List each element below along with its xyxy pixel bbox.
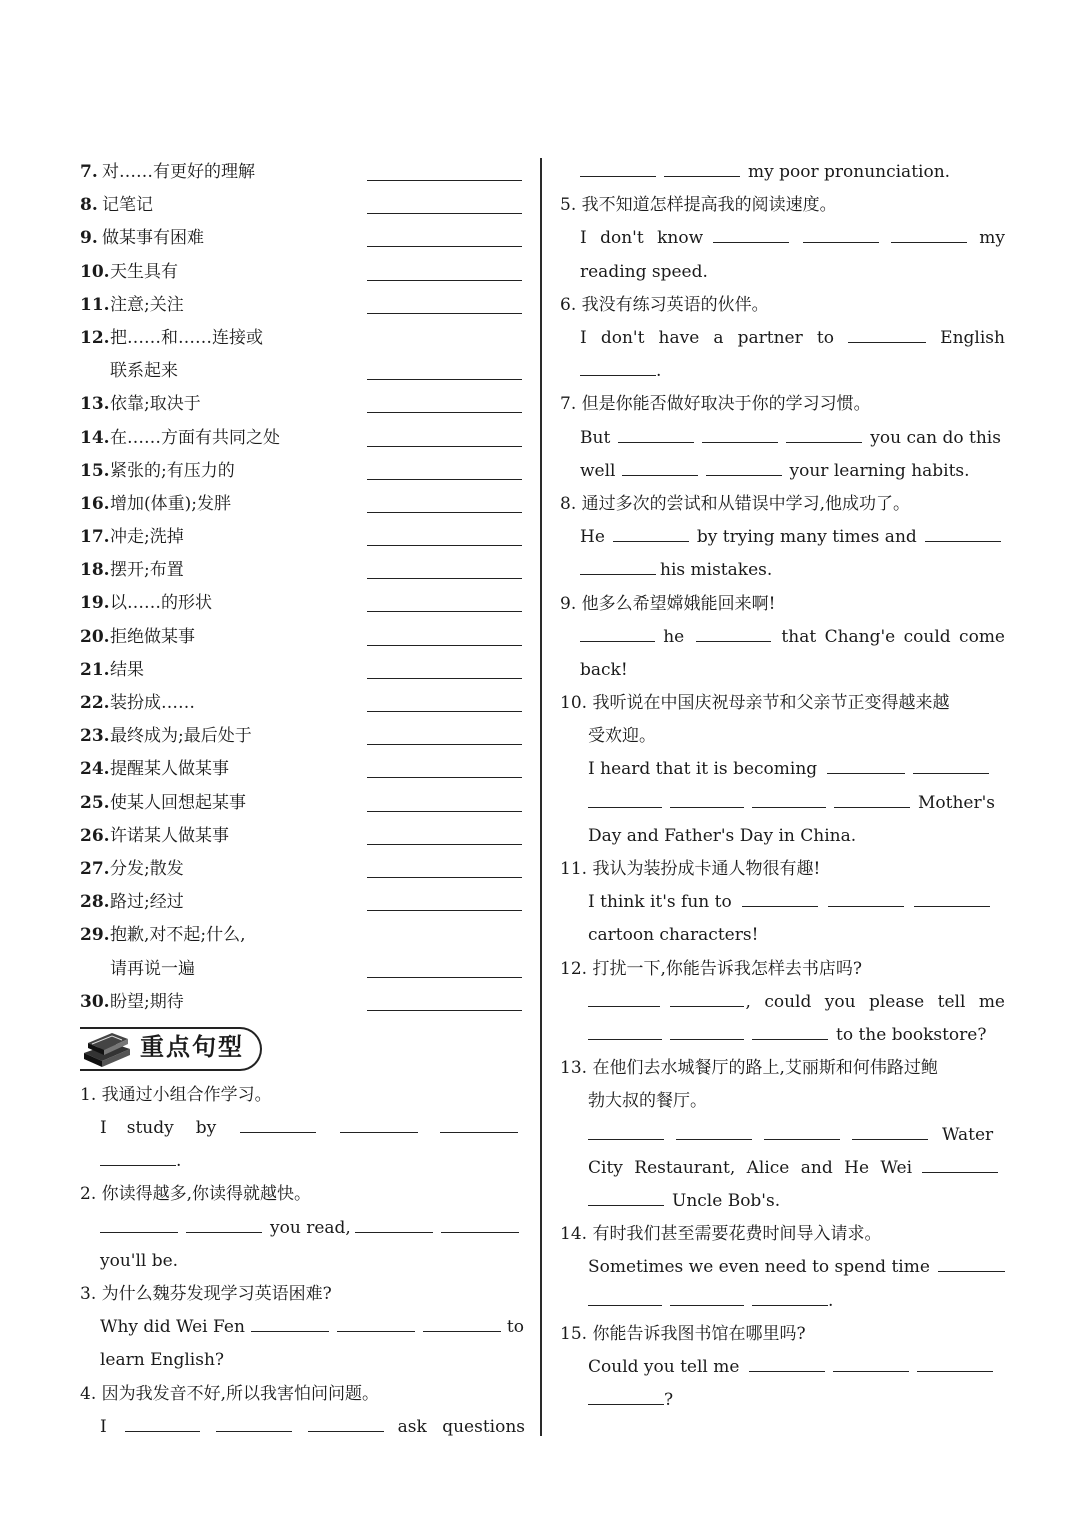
question-text: 11. 我认为装扮成卡通人物很有趣!: [560, 859, 821, 880]
word: partner: [737, 327, 803, 348]
vocab-row: [80, 654, 525, 687]
vocab-row: [80, 687, 525, 720]
answer-blank[interactable]: [588, 1187, 664, 1206]
vocab-row: [80, 455, 525, 488]
text: his mistakes.: [660, 560, 773, 581]
answer-blank[interactable]: [670, 789, 744, 808]
answer-blank[interactable]: [588, 789, 662, 808]
question-text: 4. 因为我发音不好,所以我害怕问问题。: [80, 1383, 380, 1404]
answer-blank[interactable]: [752, 1287, 828, 1306]
vocab-number: 15.: [80, 460, 110, 481]
answer-blank[interactable]: [441, 1214, 519, 1233]
text: , could you please tell me: [745, 991, 1005, 1012]
right-column: [560, 156, 1005, 1417]
text: my poor pronunciation.: [748, 162, 951, 182]
vocab-row: [80, 156, 525, 189]
answer-blank[interactable]: [100, 1147, 176, 1166]
answer-blank[interactable]: [938, 1253, 1005, 1272]
vocab-number: 23.: [80, 726, 110, 747]
answer-blank[interactable]: [622, 457, 698, 476]
text: to the bookstore?: [836, 1025, 987, 1046]
vocab-chinese: 抱歉,对不起;什么,: [110, 925, 246, 946]
vocab-number: 10.: [80, 261, 110, 282]
vocab-number: 27.: [80, 858, 110, 879]
answer-blank[interactable]: [186, 1214, 262, 1233]
vocab-chinese: 做某事有困难: [102, 228, 204, 249]
text: well: [580, 460, 616, 481]
answer-blank[interactable]: [749, 1353, 825, 1372]
answer-blank[interactable]: [803, 224, 879, 243]
text: Could you tell me: [588, 1356, 740, 1377]
vocab-row: [80, 256, 525, 289]
answer-blank[interactable]: [922, 1154, 998, 1173]
answer-blank[interactable]: [670, 988, 744, 1007]
answer-blank[interactable]: [752, 1021, 828, 1040]
answer-blank[interactable]: [367, 213, 522, 214]
text: I don't know: [580, 228, 704, 249]
answer-blank[interactable]: [828, 888, 904, 907]
text: He: [580, 527, 605, 548]
question-text: 受欢迎。: [588, 726, 656, 747]
answer-blank[interactable]: [308, 1413, 384, 1432]
question-text: 3. 为什么魏芬发现学习英语困难?: [80, 1284, 332, 1305]
left-column: [80, 156, 525, 1444]
answer-blank[interactable]: [367, 711, 522, 712]
answer-blank[interactable]: [367, 744, 522, 745]
text: Why did Wei Fen: [100, 1317, 245, 1338]
sentence-5: [560, 189, 1005, 289]
sentence-14: [560, 1218, 1005, 1318]
vocab-number: 29.: [80, 925, 110, 946]
answer-blank[interactable]: [580, 556, 656, 575]
vocab-chinese: 许诺某人做某事: [110, 825, 229, 846]
vocab-number: 21.: [80, 659, 110, 680]
answer-blank[interactable]: [367, 545, 522, 546]
vocab-chinese: 分发;散发: [110, 858, 184, 879]
vocab-row: [80, 587, 525, 620]
answer-blank[interactable]: [613, 523, 689, 542]
text: you read,: [270, 1217, 351, 1238]
vocab-number: 9.: [80, 228, 98, 249]
vocab-row: [80, 289, 525, 322]
answer-blank[interactable]: [367, 578, 522, 579]
answer-blank[interactable]: [786, 424, 862, 443]
word: to: [816, 327, 834, 348]
answer-blank[interactable]: [742, 888, 818, 907]
vocab-row: [80, 355, 525, 388]
question-text: 2. 你读得越多,你读得就越快。: [80, 1184, 312, 1205]
text: to: [506, 1317, 524, 1338]
vocab-number: 28.: [80, 892, 110, 913]
answer-blank[interactable]: [827, 755, 905, 774]
vocab-chinese: 天生具有: [110, 261, 178, 282]
vocab-chinese: 记笔记: [102, 195, 153, 216]
vocab-number: 14.: [80, 427, 110, 448]
books-icon: [82, 1029, 132, 1067]
section-header: [80, 1021, 525, 1079]
vocab-number: 22.: [80, 693, 110, 713]
vocab-row: [80, 422, 525, 455]
text: Uncle Bob's.: [672, 1190, 781, 1211]
answer-blank[interactable]: [367, 811, 522, 812]
answer-blank[interactable]: [367, 910, 522, 911]
answer-blank[interactable]: [580, 357, 656, 376]
vocab-chinese: 路过;经过: [110, 892, 184, 913]
question-text: 13. 在他们去水城餐厅的路上,艾丽斯和何伟路过鲍: [560, 1058, 938, 1079]
vocab-row: [80, 886, 525, 919]
answer-blank[interactable]: [367, 313, 522, 314]
answer-blank[interactable]: [125, 1413, 201, 1432]
text: my: [979, 228, 1006, 249]
answer-blank[interactable]: [440, 1114, 518, 1133]
answer-blank[interactable]: [914, 888, 990, 907]
answer-blank[interactable]: [618, 424, 694, 443]
vocab-chinese: 结果: [110, 659, 144, 680]
sentence-1: [80, 1079, 525, 1179]
answer-blank[interactable]: [913, 755, 989, 774]
text: by trying many times and: [696, 527, 917, 548]
vocab-row: [80, 986, 525, 1019]
answer-blank[interactable]: [580, 158, 656, 177]
question-text: 5. 我不知道怎样提高我的阅读速度。: [560, 195, 837, 216]
vocab-row: [80, 787, 525, 820]
answer-blank[interactable]: [423, 1313, 501, 1332]
question-text: 7. 但是你能否做好取决于你的学习习惯。: [560, 394, 871, 415]
text: ask questions: [397, 1416, 525, 1437]
answer-blank[interactable]: [706, 457, 782, 476]
answer-blank[interactable]: [337, 1313, 415, 1332]
text: I: [100, 1416, 107, 1437]
answer-blank[interactable]: [367, 645, 522, 646]
answer-blank[interactable]: [367, 446, 522, 447]
answer-blank[interactable]: [664, 158, 740, 177]
text: back!: [580, 659, 628, 680]
answer-blank[interactable]: [367, 977, 522, 978]
text: cartoon characters!: [588, 925, 759, 946]
vocab-chinese: 使某人回想起某事: [110, 792, 246, 813]
vocab-chinese: 摆开;布置: [110, 560, 184, 581]
answer-blank[interactable]: [764, 1121, 840, 1140]
answer-blank[interactable]: [367, 379, 522, 380]
vocab-chinese: 在……方面有共同之处: [110, 427, 280, 448]
answer-blank[interactable]: [696, 623, 771, 642]
sentence-13: [560, 1052, 1005, 1218]
word: study: [126, 1118, 174, 1139]
answer-blank[interactable]: [891, 224, 967, 243]
answer-blank[interactable]: [367, 512, 522, 513]
vocab-chinese: 增加(体重);发胖: [110, 493, 231, 514]
answer-blank[interactable]: [588, 1386, 664, 1405]
answer-blank[interactable]: [713, 224, 789, 243]
vocab-row: [80, 820, 525, 853]
answer-blank[interactable]: [367, 777, 522, 778]
word: I: [100, 1118, 107, 1139]
word: don't: [600, 327, 645, 348]
punct: .: [656, 361, 662, 382]
vocab-chinese: 对……有更好的理解: [102, 162, 255, 182]
answer-blank[interactable]: [367, 180, 522, 181]
vocab-number: 18.: [80, 560, 110, 581]
word: I: [580, 327, 587, 348]
text: Day and Father's Day in China.: [588, 825, 857, 846]
answer-blank[interactable]: [925, 523, 1001, 542]
word: English: [940, 327, 1005, 348]
vocab-row: [80, 488, 525, 521]
sentence-12: [560, 953, 1005, 1053]
answer-blank[interactable]: [752, 789, 826, 808]
text: Water: [942, 1124, 994, 1145]
vocab-chinese: 紧张的;有压力的: [110, 460, 235, 481]
answer-blank[interactable]: [702, 424, 778, 443]
column-divider: [540, 158, 542, 1436]
answer-blank[interactable]: [848, 324, 926, 343]
vocab-number: 16.: [80, 493, 110, 514]
vocab-chinese: 最终成为;最后处于: [110, 726, 252, 747]
answer-blank[interactable]: [100, 1214, 178, 1233]
vocab-number: 7.: [80, 162, 98, 182]
vocab-row: [80, 953, 525, 986]
word: by: [195, 1118, 217, 1139]
answer-blank[interactable]: [367, 280, 522, 281]
vocab-number: 13.: [80, 394, 110, 415]
answer-blank[interactable]: [367, 1010, 522, 1011]
text: But: [580, 427, 611, 448]
answer-blank[interactable]: [834, 789, 910, 808]
text: reading speed.: [580, 261, 708, 282]
sentence-6: [560, 289, 1005, 389]
vocab-row: [80, 621, 525, 654]
vocab-number: 25.: [80, 792, 110, 813]
question-text: 勃大叔的餐厅。: [588, 1091, 707, 1112]
vocab-chinese: 以……的形状: [110, 593, 212, 614]
vocab-row: [80, 919, 525, 952]
question-text: 15. 你能告诉我图书馆在哪里吗?: [560, 1323, 806, 1344]
vocab-row: [80, 388, 525, 421]
text: your learning habits.: [789, 460, 970, 481]
answer-blank[interactable]: [367, 877, 522, 878]
vocab-chinese: 提醒某人做某事: [110, 759, 229, 780]
vocab-chinese: 拒绝做某事: [110, 626, 195, 647]
answer-blank[interactable]: [588, 988, 660, 1007]
answer-blank[interactable]: [367, 246, 522, 247]
vocab-row: [80, 753, 525, 786]
punct: .: [176, 1151, 182, 1172]
vocab-number: 19.: [80, 593, 110, 614]
question-text: 12. 打扰一下,你能告诉我怎样去书店吗?: [560, 958, 862, 979]
vocab-number: 30.: [80, 991, 110, 1012]
vocab-number: 8.: [80, 195, 98, 216]
vocab-chinese: 注意;关注: [110, 294, 184, 315]
answer-blank[interactable]: [240, 1114, 316, 1133]
text: that Chang'e could come: [781, 626, 1005, 647]
sentence-4: [80, 1378, 525, 1444]
answer-blank[interactable]: [340, 1114, 418, 1133]
vocab-chinese: 联系起来: [110, 361, 178, 382]
text: I heard that it is becoming: [588, 759, 818, 780]
vocab-number: 20.: [80, 626, 110, 647]
vocab-chinese: 冲走;洗掉: [110, 527, 184, 548]
text: I think it's fun to: [588, 892, 732, 913]
answer-blank[interactable]: [670, 1021, 744, 1040]
sentence-7: [560, 388, 1005, 488]
answer-blank[interactable]: [355, 1214, 433, 1233]
answer-blank[interactable]: [367, 611, 522, 612]
vocab-row: [80, 189, 525, 222]
answer-blank[interactable]: [367, 844, 522, 845]
text: Sometimes we even need to spend time: [588, 1257, 930, 1278]
sentence-8: [560, 488, 1005, 588]
text: he: [663, 626, 685, 647]
vocab-chinese: 请再说一遍: [110, 958, 195, 979]
vocab-chinese: 依靠;取决于: [110, 394, 201, 415]
vocab-row: [80, 554, 525, 587]
vocab-row: [80, 853, 525, 886]
word: have: [658, 327, 700, 348]
answer-blank[interactable]: [216, 1413, 292, 1432]
answer-blank[interactable]: [588, 1287, 662, 1306]
question-text: 9. 他多么希望嫦娥能回来啊!: [560, 593, 776, 614]
punct: .: [828, 1290, 834, 1311]
question-text: 8. 通过多次的尝试和从错误中学习,他成功了。: [560, 493, 911, 514]
question-text: 14. 有时我们甚至需要花费时间导入请求。: [560, 1224, 882, 1245]
sentence-10: [560, 687, 1005, 853]
question-text: 10. 我听说在中国庆祝母亲节和父亲节正变得越来越: [560, 693, 950, 714]
vocab-number: 11.: [80, 294, 110, 315]
text: you can do this: [870, 427, 1001, 448]
sentence-2: [80, 1178, 525, 1278]
text: Mother's: [918, 792, 996, 813]
vocab-chinese: 装扮成……: [110, 693, 195, 713]
question-text: 6. 我没有练习英语的伙伴。: [560, 294, 769, 315]
vocab-number: 12.: [80, 327, 110, 348]
vocab-list: [80, 156, 525, 1019]
section-title: 重点句型: [140, 1031, 244, 1061]
answer-blank[interactable]: [367, 412, 522, 413]
vocab-chinese: 把……和……连接或: [110, 327, 263, 348]
word: a: [713, 327, 724, 348]
vocab-row: [80, 521, 525, 554]
answer-blank[interactable]: [852, 1121, 928, 1140]
sentence-3: [80, 1278, 525, 1378]
vocab-number: 26.: [80, 825, 110, 846]
answer-blank[interactable]: [588, 1021, 662, 1040]
vocab-row: [80, 720, 525, 753]
sentence-15: [560, 1318, 1005, 1418]
vocab-row: [80, 322, 525, 355]
sentence-9: [560, 588, 1005, 688]
answer-blank[interactable]: [580, 623, 655, 642]
answer-blank[interactable]: [833, 1353, 909, 1372]
text: learn English?: [100, 1350, 225, 1371]
answer-blank[interactable]: [367, 678, 522, 679]
vocab-number: 24.: [80, 759, 110, 780]
answer-blank[interactable]: [670, 1287, 744, 1306]
sentence-11: [560, 853, 1005, 953]
answer-blank[interactable]: [251, 1313, 329, 1332]
punct: ?: [664, 1390, 674, 1411]
text: City Restaurant, Alice and He Wei: [588, 1157, 913, 1178]
answer-blank[interactable]: [588, 1121, 664, 1140]
answer-blank[interactable]: [917, 1353, 993, 1372]
vocab-row: [80, 222, 525, 255]
answer-blank[interactable]: [676, 1121, 752, 1140]
vocab-chinese: 盼望;期待: [110, 991, 184, 1012]
vocab-number: 17.: [80, 527, 110, 548]
question-text: 1. 我通过小组合作学习。: [80, 1084, 272, 1105]
answer-blank[interactable]: [367, 479, 522, 480]
text: you'll be.: [100, 1250, 179, 1271]
